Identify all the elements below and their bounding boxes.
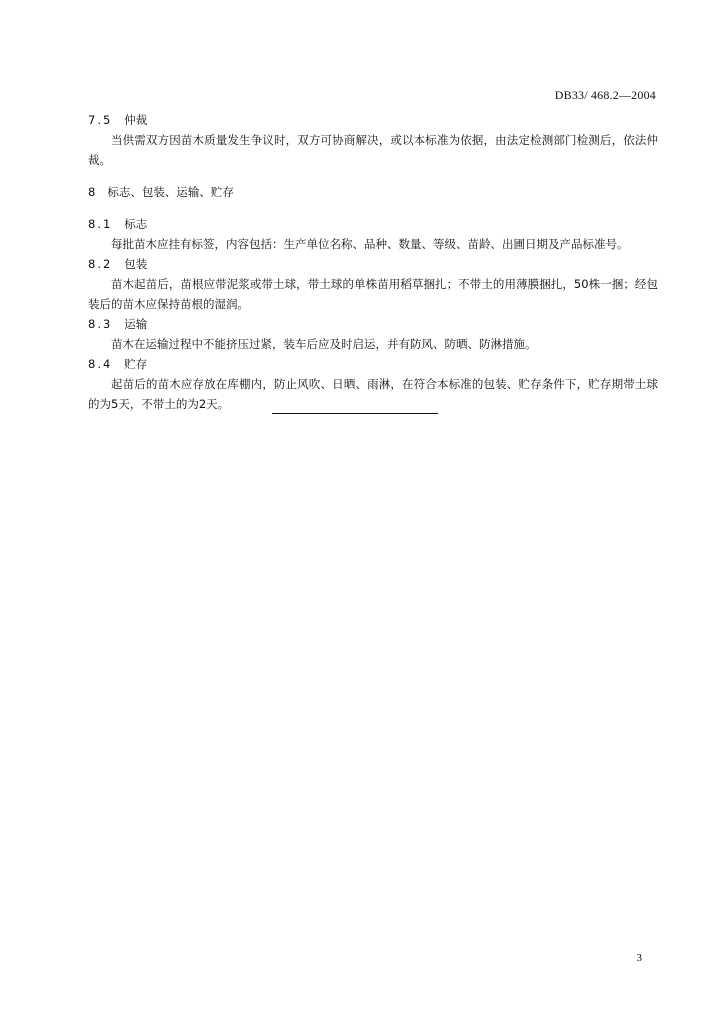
section-7-5-heading — [88, 110, 658, 130]
section-8-3-heading — [88, 314, 658, 334]
section-8-2-heading — [88, 254, 658, 274]
document-body — [88, 110, 658, 414]
section-title: 标志 — [124, 217, 148, 231]
section-8-1-text: 每批苗木应挂有标签，内容包括：生产单位名称、品种、数量、等级、苗龄、出圃日期及产品标准号。 — [111, 237, 629, 251]
section-8-heading — [88, 182, 658, 202]
section-number: 8 — [88, 185, 98, 199]
section-title: 贮存 — [124, 357, 148, 371]
section-number: 8.1 — [88, 217, 113, 231]
section-8-3-text: 苗木在运输过程中不能挤压过紧，装车后应及时启运，并有防风、防晒、防淋措施。 — [111, 337, 537, 351]
section-8-4-heading — [88, 354, 658, 374]
page-number: 3 — [636, 952, 642, 964]
end-of-text-rule — [272, 413, 438, 414]
section-8-1-heading — [88, 214, 658, 234]
section-7-5-text: 当供需双方因苗木质量发生争议时，双方可协商解决，或以本标准为依据，由法定检测部门检测后，依法仲裁。 — [88, 133, 658, 167]
document-code: DB33/ 468.2—2004 — [554, 88, 656, 102]
section-title: 包装 — [124, 257, 148, 271]
section-number: 8.3 — [88, 317, 113, 331]
section-number: 7.5 — [88, 113, 113, 127]
section-title: 标志、包装、运输、贮存 — [107, 185, 234, 199]
section-8-2-text: 苗木起苗后，苗根应带泥浆或带土球，带土球的单株苗用稻草捆扎；不带土的用薄膜捆扎，50株一捆；经包装后的苗木应保持苗根的湿润。 — [88, 277, 658, 311]
section-number: 8.2 — [88, 257, 113, 271]
section-8-4-text: 起苗后的苗木应存放在库棚内，防止风吹、日晒、雨淋，在符合本标准的包装、贮存条件下，贮存期带土球的为5天，不带土的为2天。 — [88, 377, 658, 411]
section-title: 运输 — [124, 317, 148, 331]
section-title: 仲裁 — [124, 113, 148, 127]
section-number: 8.4 — [88, 357, 113, 371]
